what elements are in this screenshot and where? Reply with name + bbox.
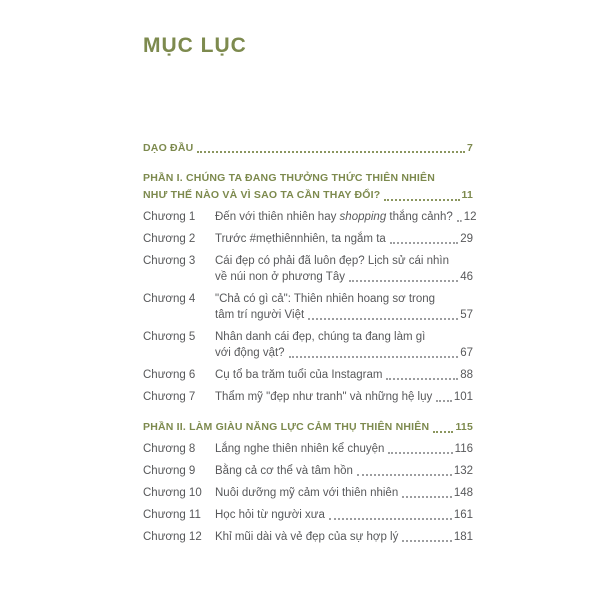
dot-leader xyxy=(197,151,465,153)
dot-leader xyxy=(388,452,452,454)
chapter-title-text xyxy=(215,463,353,479)
chapter-title-run: Khỉ mũi dài và vẻ đẹp của sự hợp lý xyxy=(215,531,399,543)
part-heading-text: PHẦN II. LÀM GIÀU NĂNG LỰC CẢM THỤ THIÊN NHIÊN xyxy=(143,421,430,433)
part-heading-line xyxy=(143,419,473,436)
chapter-label: Chương 6 xyxy=(143,369,196,381)
toc-intro-label: DẠO ĐẦU xyxy=(143,142,194,154)
chapter-page-number: 148 xyxy=(453,487,473,499)
chapter-page-number: 181 xyxy=(453,531,473,543)
part-heading-text: NHƯ THẾ NÀO VÀ VÌ SAO TA CẦN THAY ĐỔI? xyxy=(143,189,381,201)
part-heading-text: PHẦN I. CHÚNG TA ĐANG THƯỞNG THỨC THIÊN NHIÊN xyxy=(143,172,436,184)
chapter-title-run: tâm trí người Việt xyxy=(215,309,305,321)
chapter-title-text xyxy=(215,529,398,545)
dot-leader xyxy=(357,474,452,476)
chapter-title-text xyxy=(215,485,398,501)
dot-leader xyxy=(433,431,453,433)
chapter-title-line xyxy=(215,463,473,479)
dot-leader xyxy=(402,496,452,498)
chapter-entry xyxy=(143,253,473,285)
chapter-title-run: Đến với thiên nhiên hay xyxy=(215,211,340,223)
dot-leader xyxy=(384,199,459,201)
chapter-label: Chương 12 xyxy=(143,531,202,543)
chapter-title-line xyxy=(215,329,473,345)
chapter-title-line xyxy=(215,209,477,225)
chapter-title xyxy=(215,367,473,383)
dot-leader xyxy=(329,518,452,520)
chapter-title-line xyxy=(215,367,473,383)
chapter-title-italic-text: shopping xyxy=(339,211,387,223)
chapter-list xyxy=(143,209,477,405)
part-heading-line xyxy=(143,187,473,204)
chapter-page-number: 161 xyxy=(453,509,473,521)
chapter-title-text xyxy=(215,441,384,457)
chapter-label: Chương 11 xyxy=(143,509,201,521)
chapter-page-number: 29 xyxy=(460,233,473,245)
chapter-title-run: "Chả có gì cả": Thiên nhiên hoang sơ trong xyxy=(215,293,436,305)
toc-parts xyxy=(143,170,477,545)
chapter-title-run: Trước #mẹthiênnhiên, ta ngắm ta xyxy=(215,233,386,245)
chapter-title xyxy=(215,529,473,545)
dot-leader xyxy=(386,378,458,380)
chapter-title-text xyxy=(215,269,345,285)
chapter-title-run: với động vật? xyxy=(215,347,285,359)
chapter-entry xyxy=(143,291,473,323)
chapter-title-run: Cái đẹp có phải đã luôn đẹp? Lịch sử cái nhìn xyxy=(215,255,450,267)
chapter-label: Chương 1 xyxy=(143,211,196,223)
chapter-title-line xyxy=(215,389,473,405)
chapter-label: Chương 7 xyxy=(143,391,196,403)
chapter-title-text xyxy=(215,253,449,269)
chapter-title-text xyxy=(215,367,382,383)
chapter-title-run: thắng cảnh? xyxy=(386,211,453,223)
chapter-entry xyxy=(143,485,473,501)
chapter-title-run: Thẩm mỹ "đẹp như tranh" và những hệ lụy xyxy=(215,391,433,403)
chapter-page-number: 46 xyxy=(460,271,473,283)
toc-part xyxy=(143,419,473,545)
chapter-title xyxy=(215,463,473,479)
dot-leader xyxy=(289,356,459,358)
chapter-label: Chương 10 xyxy=(143,487,202,499)
chapter-title-line xyxy=(215,507,473,523)
chapter-entry xyxy=(143,389,473,405)
chapter-title-line xyxy=(215,485,473,501)
chapter-page-number: 116 xyxy=(454,443,473,455)
chapter-title xyxy=(215,389,473,405)
dot-leader xyxy=(390,242,458,244)
chapter-title-text xyxy=(215,345,285,361)
chapter-label: Chương 8 xyxy=(143,443,196,455)
chapter-page-number: 57 xyxy=(460,309,473,321)
chapter-title-line xyxy=(215,269,473,285)
chapter-entry xyxy=(143,463,473,479)
chapter-label: Chương 4 xyxy=(143,293,196,305)
chapter-title xyxy=(215,441,473,457)
chapter-page-number: 12 xyxy=(463,211,477,223)
chapter-page-number: 132 xyxy=(453,465,473,477)
chapter-title-text xyxy=(215,209,453,225)
page-title: MỤC LỤC xyxy=(143,34,247,57)
toc-intro-page-number: 7 xyxy=(466,142,473,154)
chapter-title xyxy=(215,291,473,323)
dot-leader xyxy=(436,400,452,402)
chapter-title xyxy=(215,253,473,285)
toc-intro-row xyxy=(143,140,473,156)
chapter-title-run: Bằng cả cơ thể và tâm hồn xyxy=(215,465,353,477)
chapter-title-run: về núi non ở phương Tây xyxy=(215,271,345,283)
chapter-title-run: Học hỏi từ người xưa xyxy=(215,509,325,521)
chapter-title-line xyxy=(215,529,473,545)
chapter-title-run: Nhân danh cái đẹp, chúng ta đang làm gì xyxy=(215,331,426,343)
part-page-number: 115 xyxy=(455,421,473,433)
chapter-label: Chương 2 xyxy=(143,233,196,245)
dot-leader xyxy=(402,540,451,542)
chapter-list xyxy=(143,441,473,545)
chapter-title xyxy=(215,485,473,501)
chapter-page-number: 88 xyxy=(460,369,473,381)
dot-leader xyxy=(457,220,462,222)
chapter-entry xyxy=(143,329,473,361)
chapter-title xyxy=(215,231,473,247)
chapter-entry xyxy=(143,507,473,523)
chapter-title-line xyxy=(215,307,473,323)
chapter-entry xyxy=(143,529,473,545)
chapter-title-line xyxy=(215,345,473,361)
chapter-label: Chương 9 xyxy=(143,465,196,477)
chapter-page-number: 67 xyxy=(460,347,473,359)
part-page-number: 11 xyxy=(461,189,473,201)
chapter-title-line xyxy=(215,253,473,269)
dot-leader xyxy=(308,318,458,320)
chapter-title-text xyxy=(215,507,325,523)
chapter-entry xyxy=(143,209,477,225)
chapter-title xyxy=(215,329,473,361)
chapter-title-text xyxy=(215,291,435,307)
chapter-title-run: Lắng nghe thiên nhiên kể chuyện xyxy=(215,443,385,455)
chapter-title-run: Nuôi dưỡng mỹ cảm với thiên nhiên xyxy=(215,487,399,499)
chapter-entry xyxy=(143,231,473,247)
chapter-label: Chương 5 xyxy=(143,331,196,343)
chapter-title-text xyxy=(215,389,432,405)
chapter-title xyxy=(215,209,477,225)
chapter-title-line xyxy=(215,441,473,457)
chapter-title xyxy=(215,507,473,523)
chapter-label: Chương 3 xyxy=(143,255,196,267)
chapter-title-text xyxy=(215,329,425,345)
chapter-entry xyxy=(143,367,473,383)
chapter-entry xyxy=(143,441,473,457)
part-heading-line xyxy=(143,170,473,187)
chapter-title-text xyxy=(215,307,304,323)
toc-part xyxy=(143,170,477,405)
dot-leader xyxy=(349,280,458,282)
chapter-title-text xyxy=(215,231,386,247)
chapter-title-run: Cụ tổ ba trăm tuổi của Instagram xyxy=(215,369,383,381)
chapter-page-number: 101 xyxy=(453,391,473,403)
chapter-title-line xyxy=(215,231,473,247)
chapter-title-line xyxy=(215,291,473,307)
